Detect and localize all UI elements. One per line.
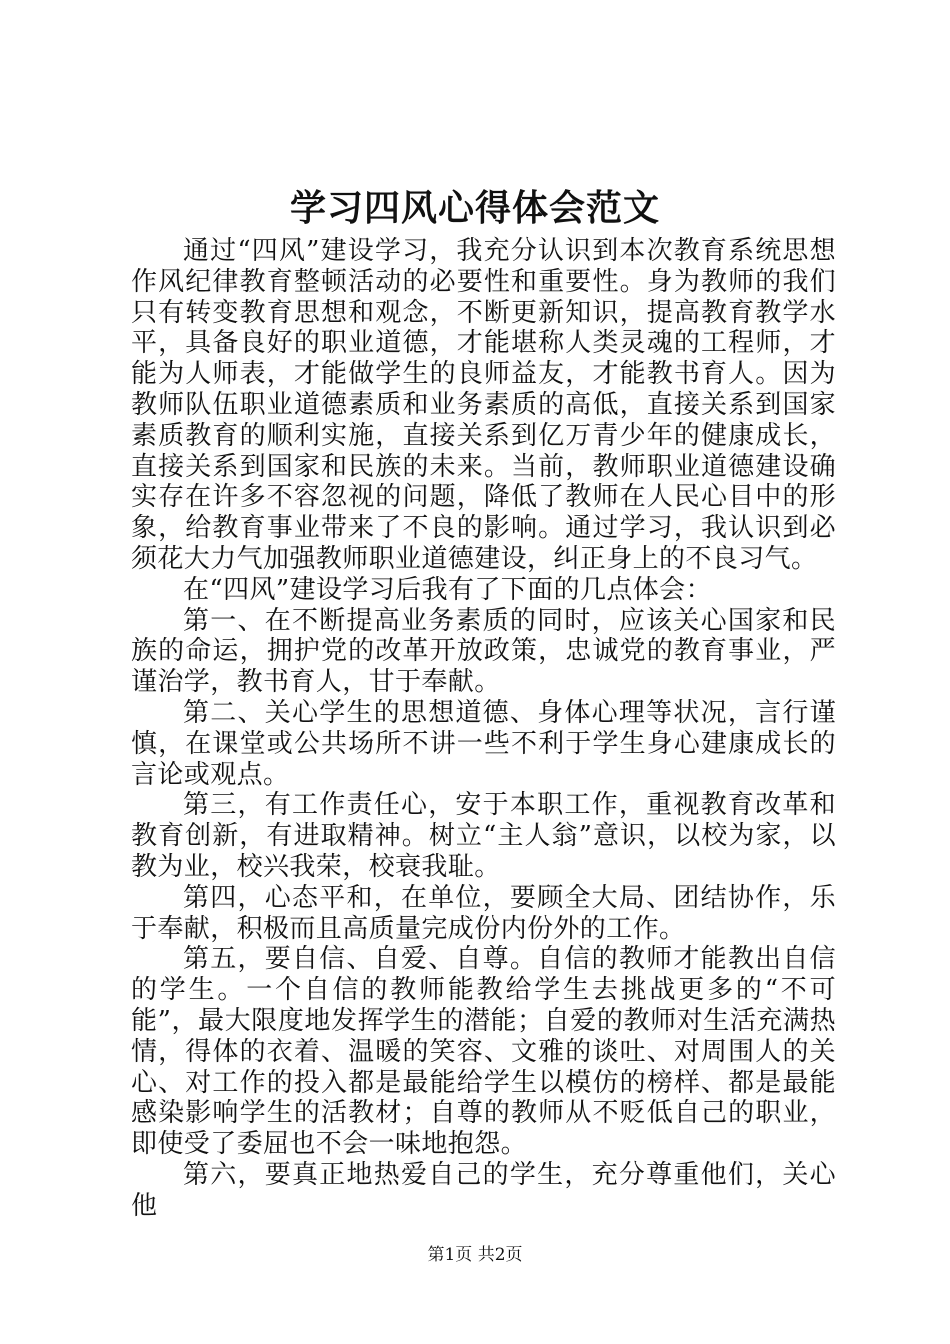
- paragraph: 在“四风”建设学习后我有了下面的几点体会：: [183, 574, 712, 605]
- paragraph: 第五，要自信、自爱、自尊。自信的教师才能教出自信的学生。一个自信的教师能教给学生去挑战更多的“不可能”，最大限度地发挥学生的潜能；自爱的教师对生活充满热情，得体的衣着、温暖的笑容、文雅的谈吐、对周围人的关心、对工作的投入都是最能给学生以模仿的榜样、都是最能感染影响学生的活教材；自尊的教师从不贬低自己的职业，即使受了委屈也不会一味地抱怨。: [131, 944, 836, 1160]
- document-title: 学习四风心得体会范文: [289, 187, 660, 229]
- document-body: [131, 236, 836, 1222]
- paragraph: 第二、关心学生的思想道德、身体心理等状况，言行谨慎，在课堂或公共场所不讲一些不利于学生身心建康成长的言论或观点。: [131, 697, 836, 790]
- paragraph: 第一、在不断提高业务素质的同时，应该关心国家和民族的命运，拥护党的改革开放政策，忠诚党的教育事业，严谨治学，教书育人，甘于奉献。: [131, 605, 836, 698]
- paragraph: 通过“四风”建设学习，我充分认识到本次教育系统思想作风纪律教育整顿活动的必要性和重要性。身为教师的我们只有转变教育思想和观念，不断更新知识，提高教育教学水平，具备良好的职业道德，才能堪称人类灵魂的工程师，才能为人师表，才能做学生的良师益友，才能教书育人。因为教师队伍职业道德素质和业务素质的高低，直接关系到国家素质教育的顺利实施，直接关系到亿万青少年的健康成长，直接关系到国家和民族的未来。当前，教师职业道德建设确实存在许多不容忽视的问题，降低了教师在人民心目中的形象，给教育事业带来了不良的影响。通过学习，我认识到必须花大力气加强教师职业道德建设，纠正身上的不良习气。: [131, 236, 836, 574]
- paragraph: 第四，心态平和，在单位，要顾全大局、团结协作，乐于奉献，积极而且高质量完成份内份外的工作。: [131, 882, 836, 944]
- paragraph: 第三，有工作责任心，安于本职工作，重视教育改革和教育创新，有进取精神。树立“主人翁”意识，以校为家，以教为业，校兴我荣，校衰我耻。: [131, 790, 836, 882]
- page-number-footer: 第1页 共2页: [427, 1245, 523, 1265]
- paragraph: 第六，要真正地热爱自己的学生，充分尊重他们，关心他: [131, 1159, 836, 1221]
